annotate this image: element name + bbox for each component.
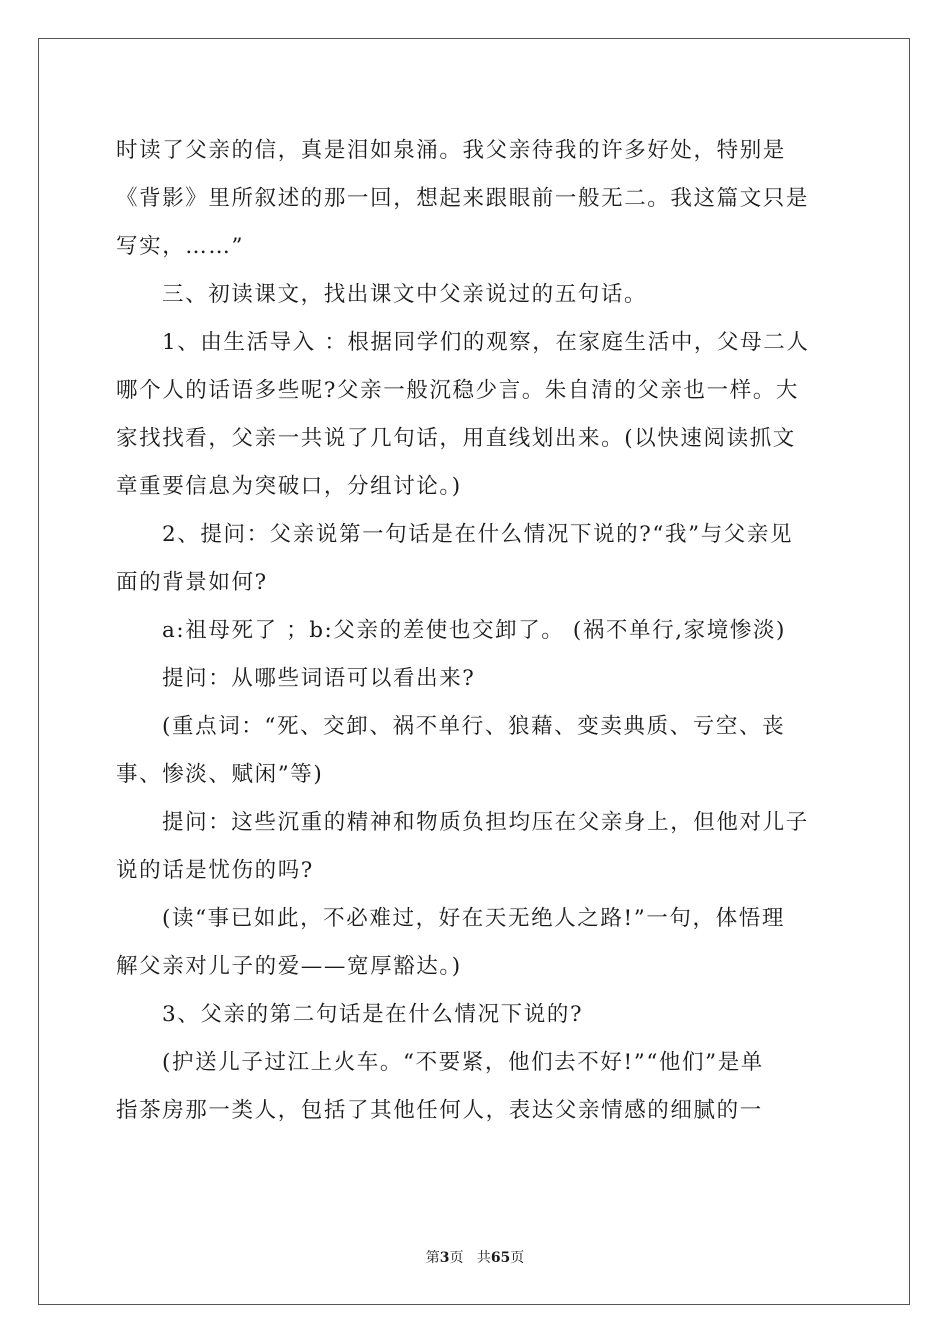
text-line: (重点词：“死、交卸、祸不单行、狼藉、变卖典质、亏空、丧: [162, 714, 786, 739]
current-page-number: 3: [439, 1250, 450, 1266]
total-suffix: 页: [510, 1250, 525, 1266]
text-line: 家找找看，父亲一共说了几句话，用直线划出来。(以快速阅读抓文: [116, 426, 796, 451]
text-line: 指茶房那一类人，包括了其他任何人，表达父亲情感的细腻的一: [116, 1098, 763, 1123]
text-line: 3、父亲的第二句话是在什么情况下说的?: [162, 1002, 584, 1027]
text-line: 1、由生活导入 ：根据同学们的观察，在家庭生活中，父母二人: [162, 330, 810, 355]
text-line: 时读了父亲的信，真是泪如泉涌。我父亲待我的许多好处，特别是: [116, 138, 786, 163]
text-line: (护送儿子过江上火车。“不要紧，他们去不好!”“他们”是单: [162, 1050, 764, 1075]
text-line: a:祖母死了 ；b:父亲的差使也交卸了。 (祸不单行,家境惨淡): [162, 618, 787, 643]
document-body: [116, 127, 834, 1135]
page-prefix: 第: [425, 1250, 440, 1266]
text-line: 说的话是忧伤的吗?: [116, 858, 314, 883]
text-line: 提问：从哪些词语可以看出来?: [162, 666, 476, 691]
text-line: 事、惨淡、赋闲”等): [116, 762, 324, 787]
text-line: 提问：这些沉重的精神和物质负担均压在父亲身上，但他对儿子: [162, 810, 809, 835]
page-footer: [0, 1247, 950, 1267]
text-line: 2、提问：父亲说第一句话是在什么情况下说的?“我”与父亲见: [162, 522, 794, 547]
total-page-count: 65: [490, 1250, 511, 1266]
page-suffix: 页: [449, 1250, 464, 1266]
total-prefix: 共: [476, 1250, 491, 1266]
text-line: 解父亲对儿子的爱——宽厚豁达。): [116, 954, 462, 979]
text-line: (读“事已如此，不必难过，好在天无绝人之路!”一句，体悟理: [162, 906, 785, 931]
text-line: 面的背景如何?: [116, 570, 268, 595]
text-line: 写实，……”: [116, 234, 245, 259]
text-line: 《背影》里所叙述的那一回，想起来跟眼前一般无二。我这篇文只是: [116, 186, 810, 211]
text-line: 三、初读课文，找出课文中父亲说过的五句话。: [162, 282, 648, 307]
text-line: 章重要信息为突破口，分组讨论。): [116, 474, 462, 499]
text-line: 哪个人的话语多些呢?父亲一般沉稳少言。朱自清的父亲也一样。大: [116, 378, 800, 403]
